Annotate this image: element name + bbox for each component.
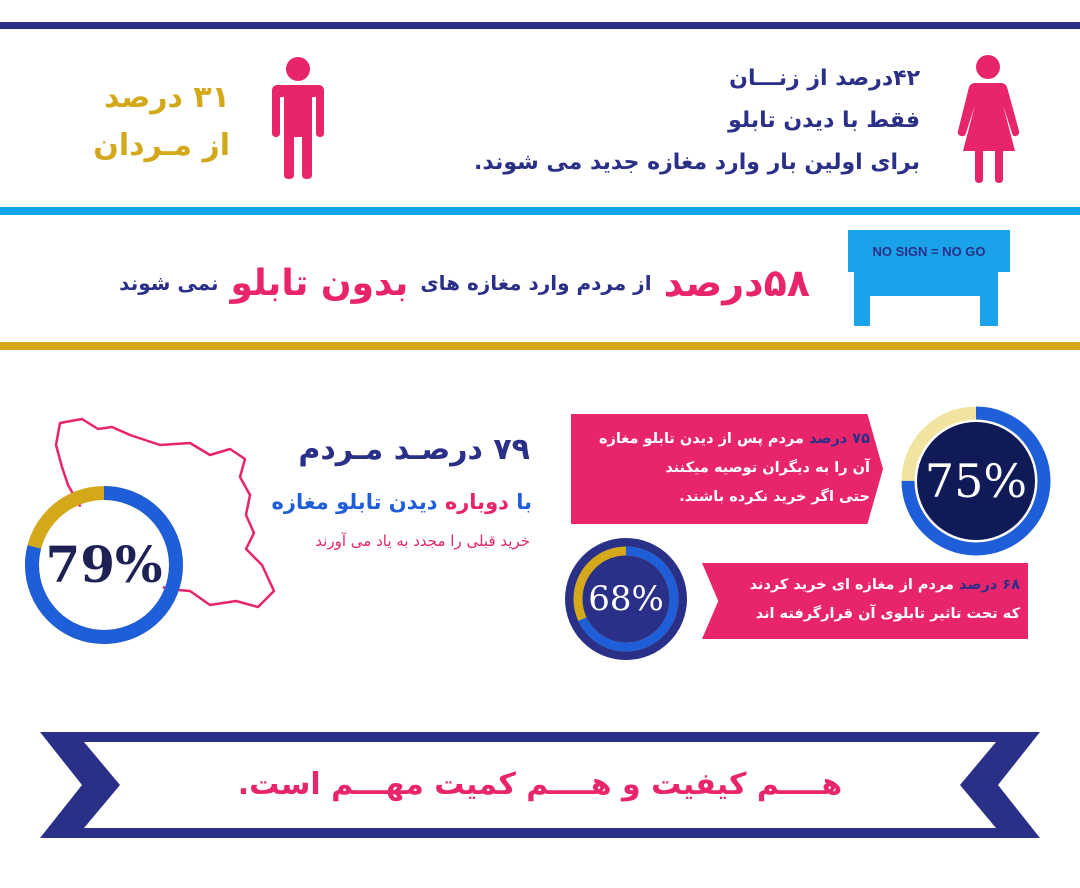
- influence-line1-text: مردم از مغازه ای خرید کردند: [749, 577, 954, 593]
- influence-line1: [730, 571, 1020, 600]
- shop-pillar-left: [854, 272, 870, 326]
- no-sign-middle-text: از مردم وارد مغازه های: [420, 271, 652, 295]
- women-stat: [420, 58, 920, 184]
- shop-pillar-right: [980, 272, 998, 326]
- revisit-percent: 79%: [45, 535, 163, 594]
- revisit-title: ۷۹ درصـد مـردم: [298, 432, 530, 467]
- women-stat-line2: فقط با دیدن تابلو: [728, 108, 920, 133]
- revisit-rest: دیدن تابلو مغازه: [271, 490, 438, 514]
- revisit-subtext: خرید قبلی را مجدد به یاد می آورند: [315, 532, 530, 550]
- recommend-line3: حتی اگر خرید نکرده باشند.: [679, 489, 870, 505]
- recommend-percent: 75%: [924, 454, 1028, 508]
- recommend-line1: [590, 425, 870, 454]
- shop-window: [870, 272, 980, 296]
- top-divider: [0, 22, 1080, 29]
- shop-label: NO SIGN = NO GO: [872, 243, 986, 259]
- no-sign-statement: [30, 248, 810, 318]
- men-stat-line2: از مـردان: [93, 128, 230, 163]
- shop-awning: [848, 230, 1010, 272]
- footer-banner-text: هــــم کیفیت و هــــم کمیت مهـــم است.: [237, 767, 843, 802]
- revisit-highlight: دوباره: [444, 490, 509, 514]
- recommend-lead: ۷۵ درصد: [809, 431, 870, 447]
- shop-icon: [848, 230, 1010, 326]
- influence-percent: 68%: [588, 579, 664, 619]
- influence-line2: که تحت تاثیر تابلوی آن قرارگرفته اند: [755, 606, 1020, 622]
- influence-text: [730, 571, 1020, 629]
- woman-icon: [955, 55, 1021, 183]
- recommend-line1-text: مردم پس از دیدن تابلو مغازه: [598, 431, 804, 447]
- no-sign-tail: نمی شوند: [119, 271, 219, 295]
- recommend-text: [590, 425, 870, 512]
- sky-divider: [0, 207, 1080, 215]
- revisit-prefix: با: [516, 490, 532, 514]
- men-stat: [60, 74, 230, 170]
- no-sign-highlight: بدون تابلو: [230, 262, 409, 304]
- women-stat-line3: برای اولین بار وارد مغازه جدید می شوند.: [474, 150, 920, 175]
- no-sign-big-percent: ۵۸درصد: [663, 261, 810, 305]
- gold-divider: [0, 342, 1080, 350]
- women-stat-line1: ۴۲درصد از زنـــان: [729, 66, 920, 91]
- men-stat-line1: ۳۱ درصد: [103, 80, 230, 115]
- influence-lead: ۶۸ درصد: [959, 577, 1020, 593]
- man-icon: [270, 57, 326, 179]
- revisit-line: [240, 490, 532, 514]
- recommend-line2: آن را به دیگران توصیه میکنند: [665, 460, 870, 476]
